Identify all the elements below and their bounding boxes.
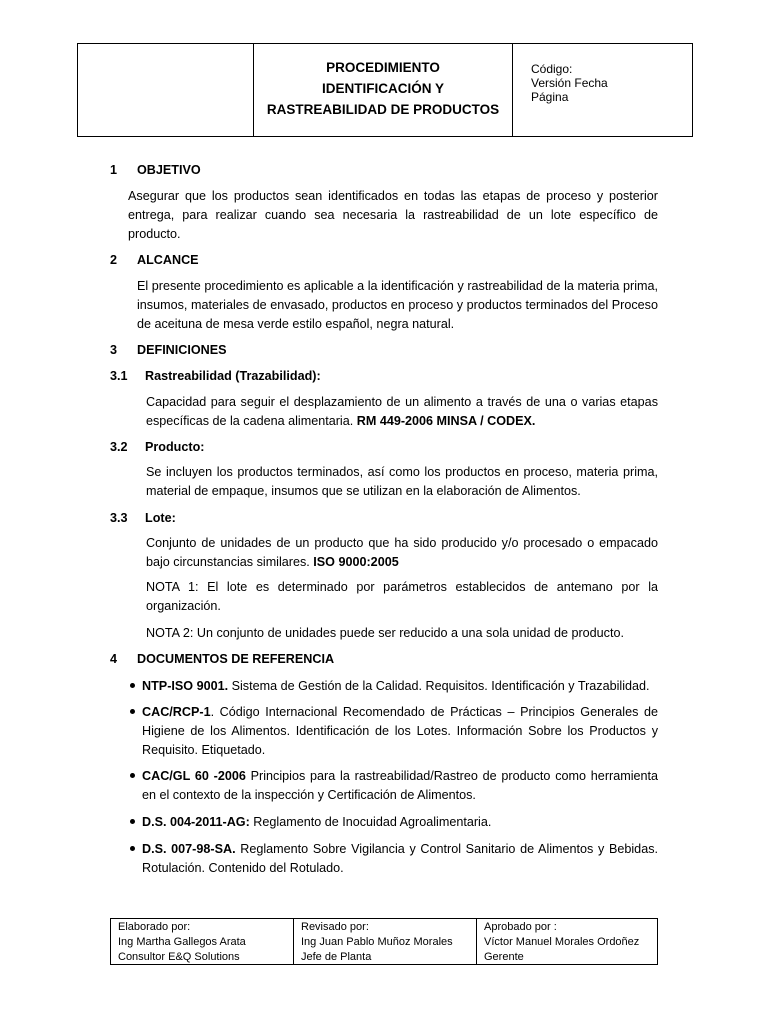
elaborado-label: Elaborado por: [118, 921, 191, 933]
section-number: 1 [110, 163, 118, 177]
header-codigo: Código: [531, 62, 573, 76]
section-2-text: El presente procedimiento es aplicable a la identificación y rastreabilidad de la materia prima, insumos, materiales de envasado, productos en proceso y productos terminados del Proceso de aceituna de mesa verde estilo español, negra natural. [137, 279, 658, 331]
section-1-text: Asegurar que los productos sean identificados en todas las etapas de proceso y posterior entrega, para realizar cuando sea necesaria la rastreabilidad de un lote específico de producto. [128, 189, 658, 241]
reference-text [142, 840, 658, 878]
section-3-3-text [146, 534, 658, 572]
header-meta [513, 44, 692, 136]
elaborado-name: Ing Martha Gallegos Arata [118, 936, 246, 948]
aprobado-name: Víctor Manuel Morales Ordoñez [484, 936, 640, 948]
header-title-line3: RASTREABILIDAD DE PRODUCTOS [266, 102, 500, 117]
reference-description: Reglamento de Inocuidad Agroalimentaria. [249, 815, 492, 829]
elaborado-role: Consultor E&Q Solutions [118, 951, 240, 963]
header-title [254, 44, 513, 136]
aprobado-label: Aprobado por : [484, 921, 557, 933]
reference-description: Sistema de Gestión de la Calidad. Requisitos. Identificación y Trazabilidad. [228, 679, 650, 693]
section-title: ALCANCE [137, 253, 199, 267]
reference-text [142, 677, 658, 696]
aprobado-cell [477, 919, 657, 964]
reference-code: D.S. 004-2011-AG: [142, 815, 250, 829]
definition-text: Conjunto de unidades de un producto que ha sido producido y/o procesado o empacado bajo circunstancias similares. [146, 536, 658, 569]
section-title: Producto: [145, 440, 205, 454]
revisado-cell [294, 919, 477, 964]
elaborado-cell [111, 919, 294, 964]
section-3-2-text: Se incluyen los productos terminados, así como los productos en proceso, materia prima, material de empaque, insumos que se utilizan en la elaboración de Alimentos. [146, 465, 658, 498]
logo-cell [78, 44, 254, 136]
bullet-icon [130, 683, 135, 688]
section-title: Rastreabilidad (Trazabilidad): [145, 369, 321, 383]
bullet-icon [130, 846, 135, 851]
section-3-3-nota-1: NOTA 1: El lote es determinado por parámetros establecidos de antemano por la organización. [146, 580, 658, 613]
section-number: 3 [110, 343, 118, 357]
definition-reference: RM 449-2006 MINSA / CODEX. [356, 414, 536, 428]
bullet-icon [130, 709, 135, 714]
section-number: 2 [110, 253, 118, 267]
definition-reference: ISO 9000:2005 [313, 555, 399, 569]
approval-table [110, 918, 658, 965]
reference-code: CAC/GL 60 -2006 [142, 769, 246, 783]
revisado-label: Revisado por: [301, 921, 369, 933]
section-number: 3.1 [110, 369, 128, 383]
reference-text [142, 813, 658, 832]
section-number: 3.2 [110, 440, 128, 454]
header-title-line1: PROCEDIMIENTO [326, 60, 440, 75]
reference-text [142, 703, 658, 760]
reference-description: Reglamento Sobre Vigilancia y Control Sanitario de Alimentos y Bebidas. Rotulación. Contenido del Rotulado. [142, 842, 658, 875]
reference-text [142, 767, 658, 805]
document-header [77, 43, 693, 137]
reference-description: Principios para la rastreabilidad/Rastreo de producto como herramienta en el contexto de la inspección y Certificación de Alimentos. [142, 769, 659, 802]
section-3-3-nota-2: NOTA 2: Un conjunto de unidades puede ser reducido a una sola unidad de producto. [146, 626, 624, 640]
section-number: 3.3 [110, 511, 128, 525]
reference-code: NTP-ISO 9001. [142, 679, 229, 693]
reference-description: . Código Internacional Recomendado de Prácticas – Principios Generales de Higiene de los Alimentos. Identificación de los Lotes. Información Sobre los Productos y Requisito. Etiquetado. [142, 705, 658, 757]
definition-text: Capacidad para seguir el desplazamiento de un alimento a través de una o varias etapas específicas de la cadena alimentaria. [146, 395, 658, 428]
header-version-fecha: Versión Fecha [531, 76, 608, 90]
section-title: DOCUMENTOS DE REFERENCIA [137, 652, 335, 666]
section-title: Lote: [145, 511, 176, 525]
reference-code: CAC/RCP-1 [142, 705, 211, 719]
section-3-1-text [146, 393, 658, 431]
revisado-name: Ing Juan Pablo Muñoz Morales [301, 936, 453, 948]
reference-code: D.S. 007-98-SA. [142, 842, 236, 856]
bullet-icon [130, 773, 135, 778]
section-number: 4 [110, 652, 118, 666]
section-title: OBJETIVO [137, 163, 201, 177]
header-title-line2: IDENTIFICACIÓN Y [321, 81, 444, 96]
section-title: DEFINICIONES [137, 343, 227, 357]
bullet-icon [130, 819, 135, 824]
header-pagina: Página [531, 90, 569, 104]
aprobado-role: Gerente [484, 951, 524, 963]
revisado-role: Jefe de Planta [301, 951, 372, 963]
